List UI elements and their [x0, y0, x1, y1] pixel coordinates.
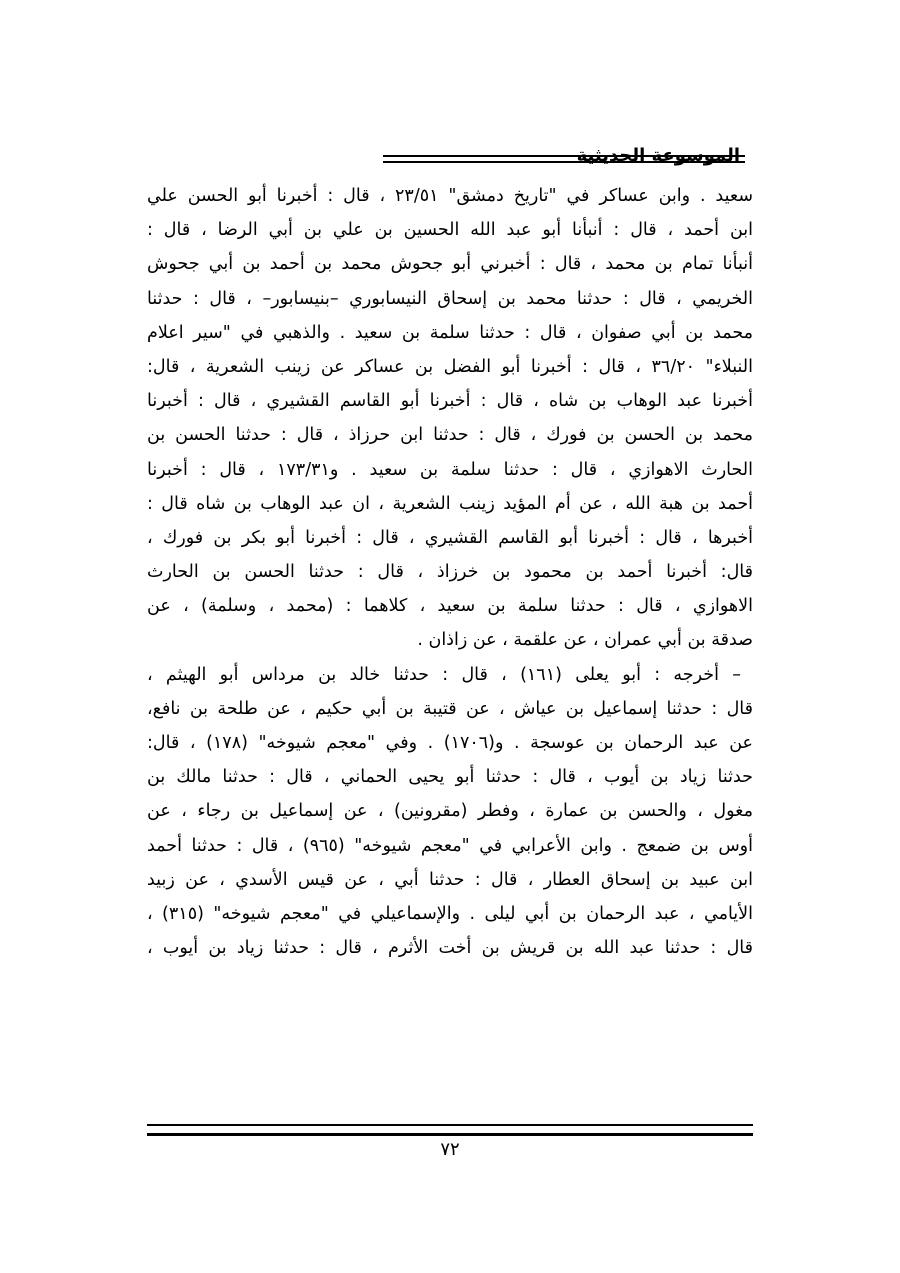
text-line: سعيد . وابن عساكر في "تاريخ دمشق" ٢٣/٥١ ، قال : أخبرنا أبو الحسن علي [147, 186, 753, 206]
text-line: عن عبد الرحمان بن عوسجة . و(١٧٠٦) . وفي "معجم شيوخه" (١٧٨) ، قال: [147, 733, 753, 753]
running-header [147, 140, 753, 176]
text-line: قال : حدثنا إسماعيل بن عياش ، عن قتيبة بن أبي حكيم ، عن طلحة بن نافع، [147, 698, 753, 719]
text-line: ابن عبيد بن إسحاق العطار ، قال : حدثنا أبي ، عن قيس الأسدي ، عن زبيد [147, 869, 753, 890]
text-line: الأيامي ، عبد الرحمان بن أبي ليلى . والإسماعيلي في "معجم شيوخه" (٣١٥) ، [147, 903, 753, 924]
text-line: الحارث الاهوازي ، قال : حدثنا سلمة بن سعيد . و١٧٣/٣١ ، قال : أخبرنا [147, 459, 753, 480]
header-title: الموسوعة الحديثية [576, 145, 740, 166]
text-line: أوس بن ضمعج . وابن الأعرابي في "معجم شيوخه" (٩٦٥) ، قال : حدثنا أحمد [147, 835, 753, 856]
text-line: محمد بن الحسن بن فورك ، قال : حدثنا ابن حرزاذ ، قال : حدثنا الحسن بن [147, 425, 753, 446]
text-line: محمد بن أبي صفوان ، قال : حدثنا سلمة بن سعيد . والذهبي في "سير اعلام [147, 322, 753, 343]
text-line: أخبرنا عبد الوهاب بن شاه ، قال : أخبرنا أبو القاسم القشيري ، قال : أخبرنا [147, 391, 753, 412]
text-line: قال: أخبرنا أحمد بن محمود بن خرزاذ ، قال : حدثنا الحسن بن الحارث [147, 562, 753, 583]
body-text [147, 179, 753, 965]
text-line: ابن أحمد ، قال : أنبأنا أبو عبد الله الحسين بن علي بن أبي الرضا ، قال : [147, 220, 753, 241]
text-line: قال : حدثنا عبد الله بن قريش بن أخت الأثرم ، قال : حدثنا زياد بن أيوب ، [147, 938, 753, 959]
text-line: صدقة بن أبي عمران ، عن علقمة ، عن زاذان . [417, 630, 753, 651]
footer-rule [147, 1124, 753, 1136]
text-line: النبلاء" ٣٦/٢٠ ، قال : أخبرنا أبو الفضل بن عساكر عن زينب الشعرية ، قال: [147, 356, 753, 377]
page-number: ٧٢ [440, 1139, 460, 1160]
text-line: أخبرها ، قال : أخبرنا أبو القاسم القشيري ، قال : أخبرنا أبو بكر بن فورك ، [147, 527, 753, 548]
text-line: حدثنا زياد بن أيوب ، قال : حدثنا أبو يحيى الحماني ، قال : حدثنا مالك بن [147, 767, 753, 788]
text-line: أحمد بن هبة الله ، عن أم المؤيد زينب الشعرية ، ان عبد الوهاب بن شاه قال : [147, 493, 753, 514]
text-line: مغول ، والحسن بن عمارة ، وفطر (مقرونين) ، عن إسماعيل بن رجاء ، عن [147, 801, 753, 822]
text-line: – أخرجه : أبو يعلى (١٦١) ، قال : حدثنا خالد بن مرداس أبو الهيثم ، [147, 664, 741, 685]
text-line: الخريمي ، قال : حدثنا محمد بن إسحاق النيسابوري –بنيسابور– ، قال : حدثنا [147, 288, 753, 309]
text-line: أنبأنا تمام بن محمد ، قال : أخبرني أبو جحوش محمد بن أحمد بن أبي جحوش [147, 254, 753, 275]
text-line: الاهوازي ، قال : حدثنا سلمة بن سعيد ، كلاهما : (محمد ، وسلمة) ، عن [147, 596, 753, 617]
